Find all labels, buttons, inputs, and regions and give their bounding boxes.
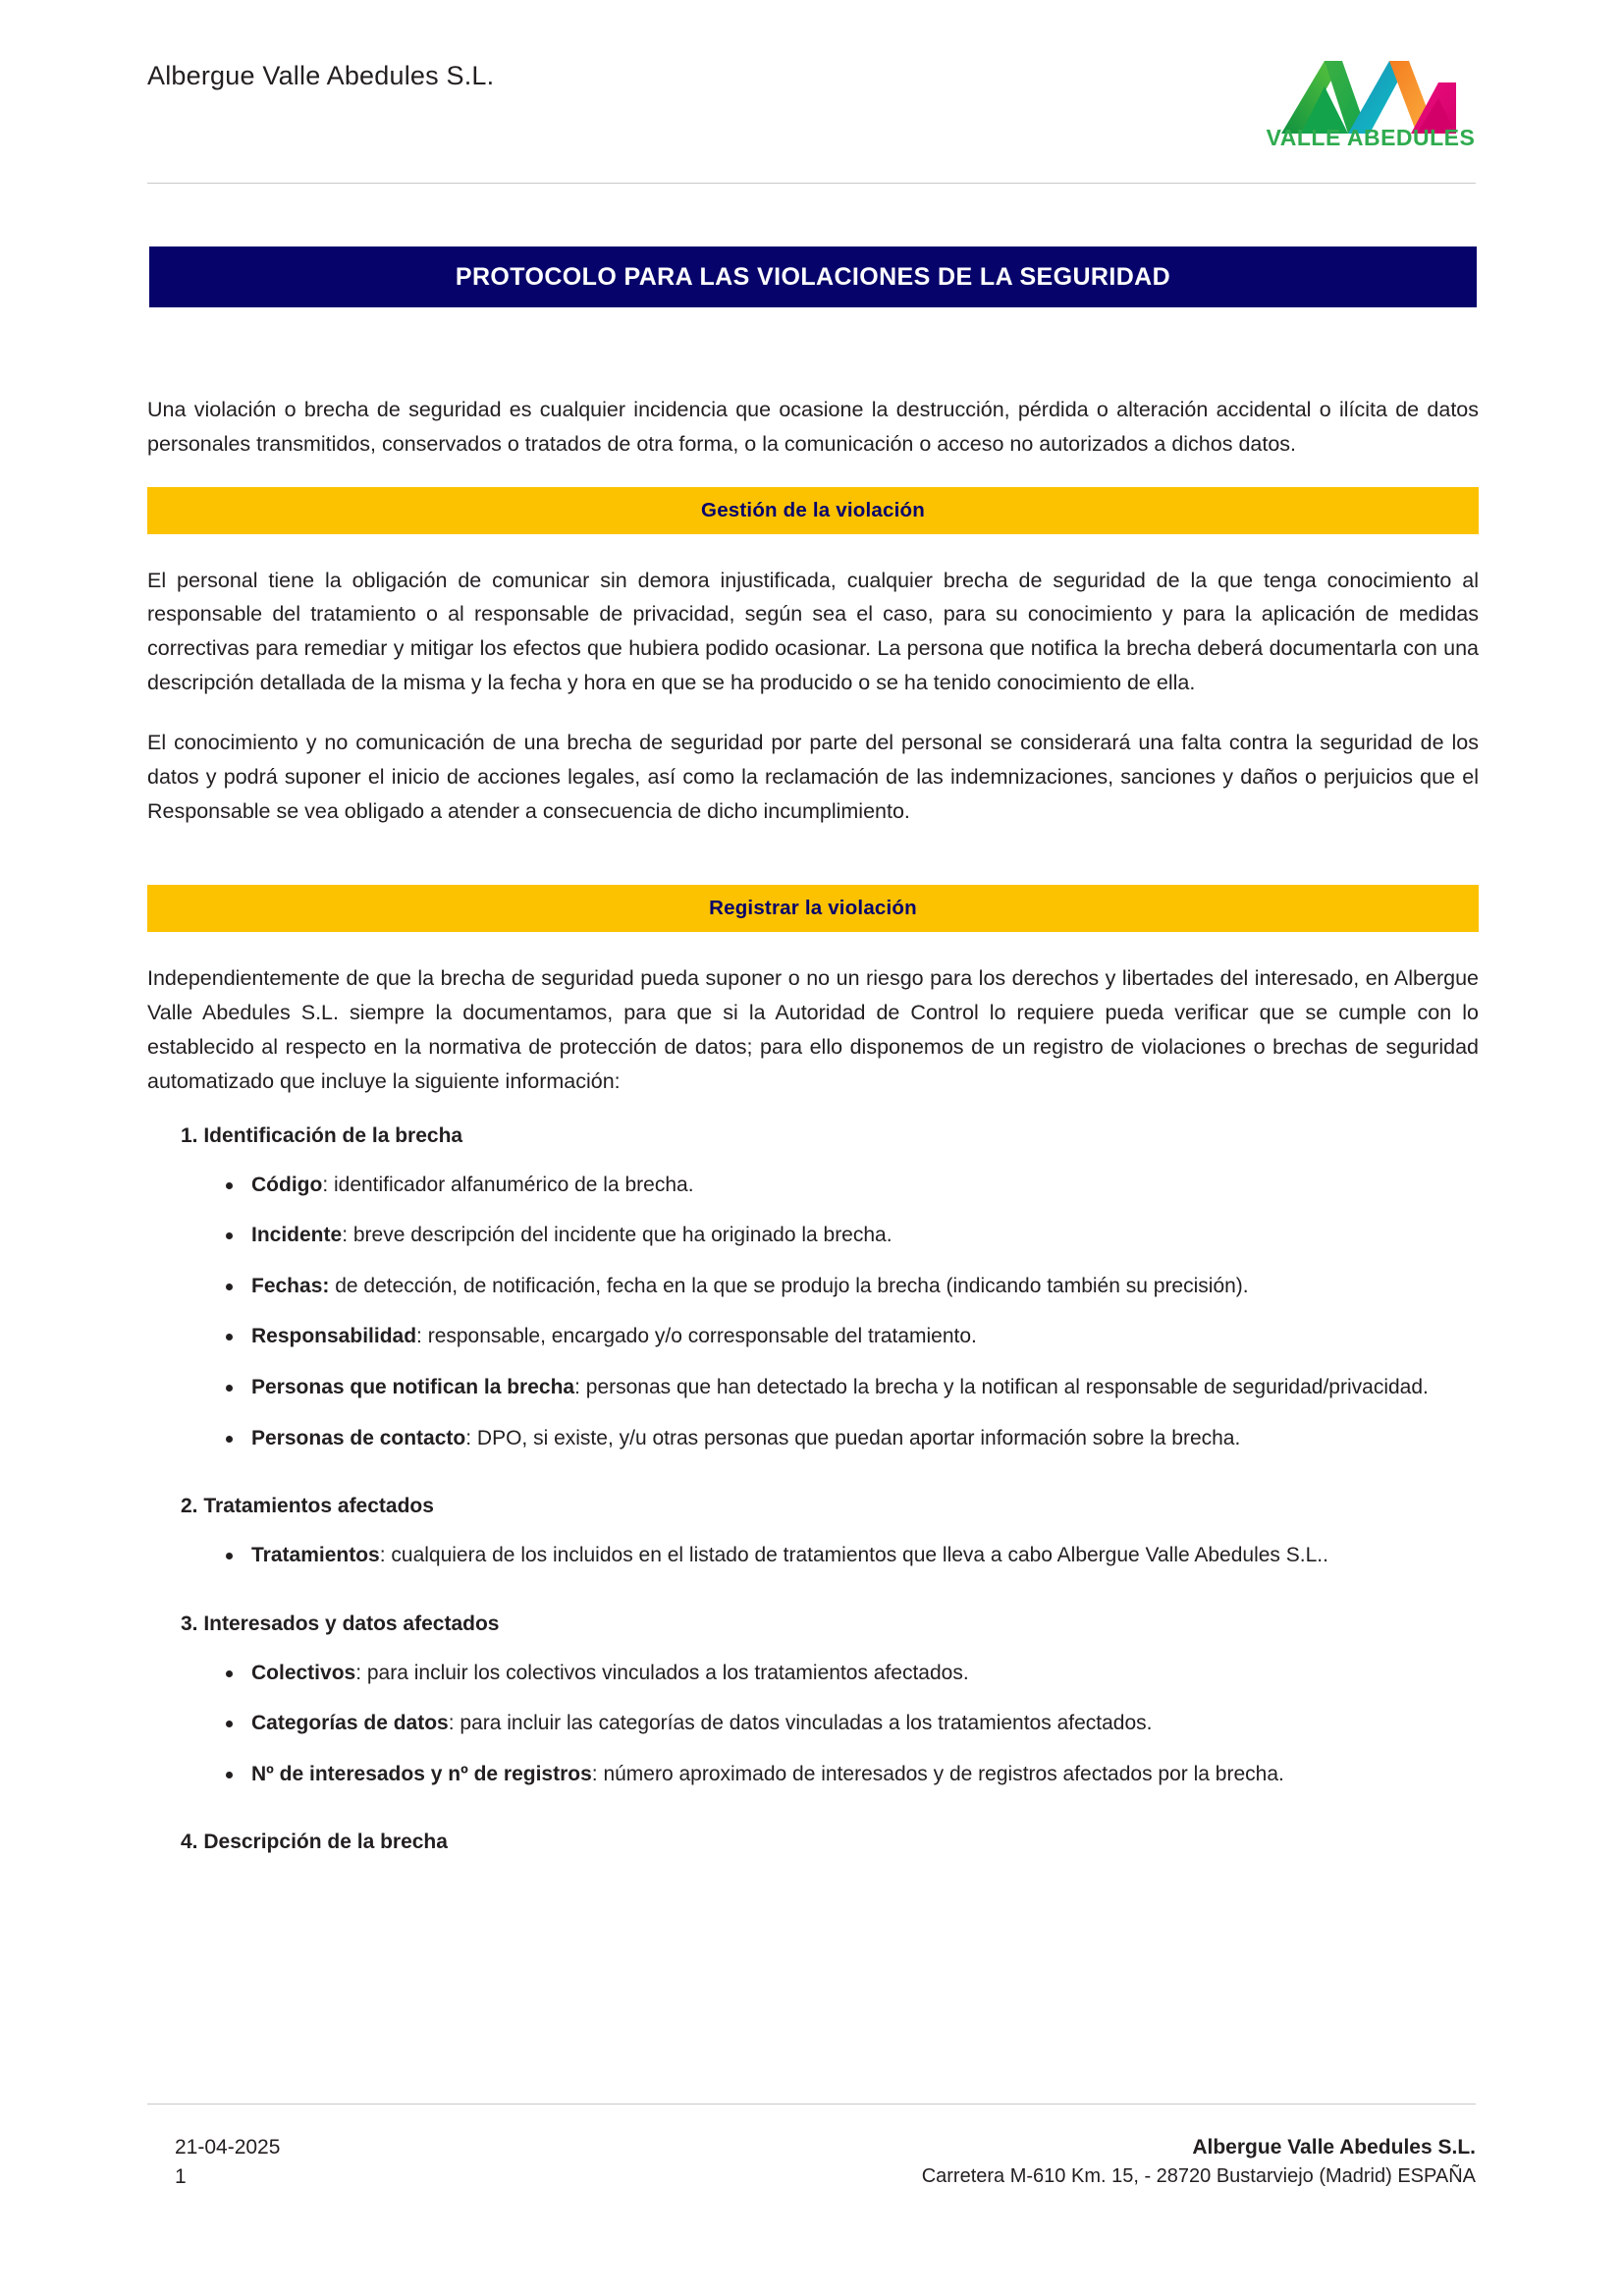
- section-bar-registrar-label: Registrar la violación: [709, 897, 917, 920]
- list-item-text: : número aproximado de interesados y de registros afectados por la brecha.: [591, 1762, 1284, 1785]
- list-item-lead: Incidente: [251, 1224, 343, 1247]
- numbered-section-bullet-list: [147, 1170, 1479, 1454]
- list-item-lead: Personas de contacto: [251, 1426, 466, 1449]
- list-item-lead: Personas que notifican la brecha: [251, 1375, 575, 1398]
- list-item-lead: Categorías de datos: [251, 1712, 449, 1735]
- list-item-lead: Responsabilidad: [251, 1325, 417, 1348]
- section-bar-gestion: [147, 487, 1479, 534]
- list-item: [222, 1540, 1479, 1572]
- header-divider: [147, 183, 1476, 184]
- document-title: PROTOCOLO PARA LAS VIOLACIONES DE LA SEGURIDAD: [455, 262, 1171, 291]
- footer-date: 21-04-2025: [175, 2136, 281, 2159]
- list-item-text: : cualquiera de los incluidos en el listado de tratamientos que lleva a cabo Albergue Valle Abedules S.L..: [379, 1544, 1328, 1567]
- list-item: [222, 1759, 1479, 1791]
- numbered-sections-container: [147, 1124, 1479, 1897]
- section-bar-registrar: [147, 885, 1479, 932]
- logo-wordmark: VALLE ABEDULES: [1266, 125, 1476, 150]
- numbered-section-bullet-list: [147, 1540, 1479, 1572]
- section-bar-gestion-label: Gestión de la violación: [701, 498, 925, 521]
- footer-address: Carretera M-610 Km. 15, - 28720 Bustarviejo (Madrid) ESPAÑA: [921, 2165, 1476, 2188]
- list-item-text: : identificador alfanumérico de la brecha.: [322, 1173, 694, 1196]
- spacer: [147, 1876, 1479, 1897]
- list-item: [222, 1321, 1479, 1353]
- header-company-name: Albergue Valle Abedules S.L.: [147, 61, 495, 90]
- spacer: [147, 1809, 1479, 1831]
- spacer: [147, 1473, 1479, 1495]
- list-item: [222, 1271, 1479, 1303]
- list-item-text: : personas que han detectado la brecha y la notifican al responsable de seguridad/privacidad.: [574, 1375, 1429, 1398]
- list-item-lead: Tratamientos: [251, 1544, 380, 1567]
- footer-right-block: [922, 2133, 1476, 2191]
- gestion-paragraph-2: El conocimiento y no comunicación de una brecha de seguridad por parte del personal se considerará una falta contra la seguridad de los datos y podrá suponer el inicio de acciones legales, así como la reclamación de las indemnizaciones, sanciones y daños o perjuicios que el Responsable se vea obligado a atender a consecuencia de dicho incumplimiento.: [147, 730, 1479, 823]
- list-item: [222, 1708, 1479, 1740]
- document-body: [147, 393, 1479, 1897]
- list-item-text: : responsable, encargado y/o corresponsable del tratamiento.: [416, 1325, 977, 1348]
- spacer: [147, 853, 1479, 875]
- footer-page-number: 1: [175, 2165, 187, 2189]
- list-item: [222, 1220, 1479, 1252]
- list-item: [222, 1372, 1479, 1404]
- valle-abedules-logo: [1264, 39, 1478, 167]
- list-item-lead: Código: [251, 1173, 323, 1196]
- list-item: [222, 1170, 1479, 1202]
- list-item-lead: Fechas:: [251, 1274, 330, 1297]
- numbered-section-heading: 2. Tratamientos afectados: [181, 1495, 434, 1518]
- page-header: [0, 0, 1623, 187]
- numbered-section-heading: 4. Descripción de la brecha: [181, 1831, 448, 1854]
- footer-left-block: [175, 2133, 280, 2193]
- intro-paragraph: Una violación o brecha de seguridad es cualquier incidencia que ocasione la destrucción, pérdida o alteración accidental o ilícita de datos personales transmitidos, conservados o tratados de otra forma, o la comunicación o acceso no autorizados a dichos datos.: [147, 398, 1479, 456]
- registrar-paragraph-1: Independientemente de que la brecha de seguridad pueda suponer o no un riesgo para los derechos y libertades del interesado, en Albergue Valle Abedules S.L. siempre la documentamos, para que si la Autoridad de Control lo requiere pueda verificar que se cumple con lo establecido al respecto en la normativa de protección de datos; para ello disponemos de un registro de violaciones o brechas de seguridad automatizado que incluye la siguiente información:: [147, 966, 1479, 1093]
- gestion-paragraph-1: El personal tiene la obligación de comunicar sin demora injustificada, cualquier brecha de seguridad de la que tenga conocimiento al responsable del tratamiento o al responsable de privacidad, según sea el caso, para su conocimiento y para la aplicación de medidas correctivas para remediar y mitigar los efectos que hubiera podido ocasionar. La persona que notifica la brecha deberá documentarla con una descripción detallada de la misma y la fecha y hora en que se ha producido o se ha tenido conocimiento de ella.: [147, 568, 1479, 695]
- numbered-section-bullet-list: [147, 1658, 1479, 1791]
- document-title-banner: [149, 246, 1477, 307]
- list-item-text: : DPO, si existe, y/u otras personas que puedan aportar información sobre la brecha.: [465, 1426, 1241, 1449]
- footer-company: Albergue Valle Abedules S.L.: [1192, 2136, 1476, 2159]
- numbered-section-heading: 1. Identificación de la brecha: [181, 1123, 463, 1147]
- list-item: [222, 1423, 1479, 1455]
- numbered-section-heading: 3. Interesados y datos afectados: [181, 1612, 500, 1635]
- list-item: [222, 1658, 1479, 1690]
- list-item-text: de detección, de notificación, fecha en la que se produjo la brecha (indicando también su precisión).: [329, 1274, 1249, 1297]
- footer-divider: [147, 2104, 1476, 2105]
- list-item-lead: Colectivos: [251, 1661, 356, 1684]
- list-item-text: : para incluir las categorías de datos vinculadas a los tratamientos afectados.: [448, 1712, 1153, 1735]
- spacer: [147, 1591, 1479, 1613]
- list-item-text: : breve descripción del incidente que ha originado la brecha.: [342, 1224, 893, 1247]
- list-item-lead: Nº de interesados y nº de registros: [251, 1762, 592, 1785]
- list-item-text: : para incluir los colectivos vinculados a los tratamientos afectados.: [355, 1661, 969, 1684]
